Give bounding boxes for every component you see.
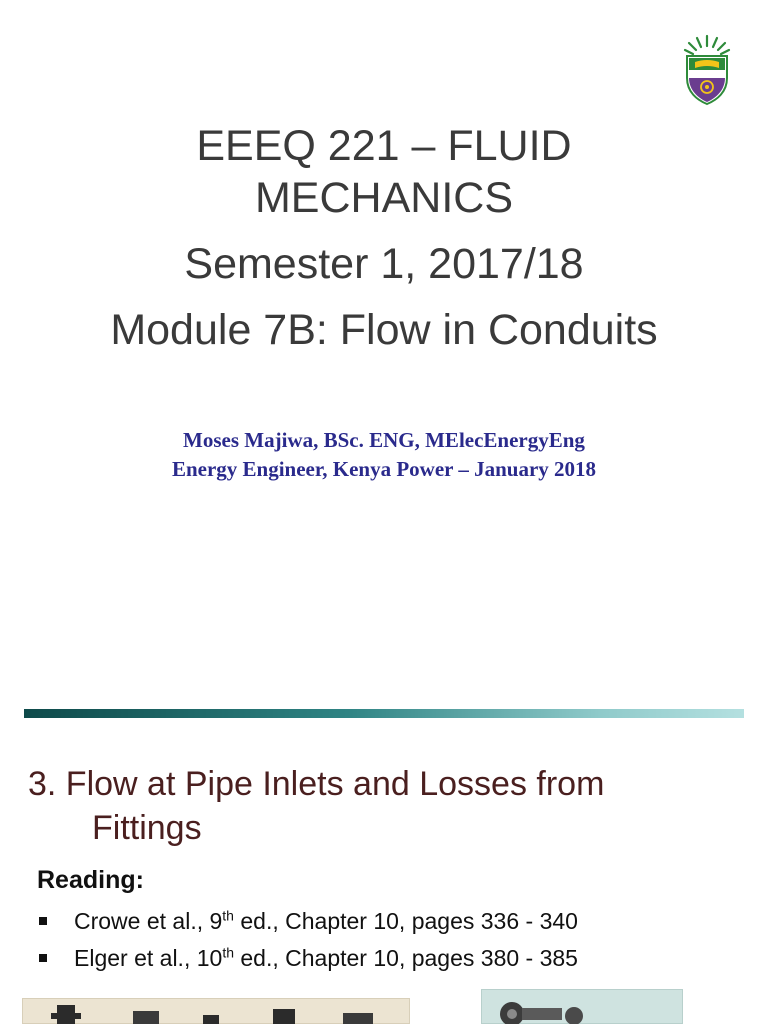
author-name: Moses Majiwa, BSc. ENG, MElecEnergyEng bbox=[183, 428, 585, 452]
reading-list bbox=[37, 903, 737, 977]
valve-photo bbox=[481, 989, 683, 1024]
author-affiliation: Energy Engineer, Kenya Power – January 2018 bbox=[171, 457, 597, 481]
section-title bbox=[28, 762, 748, 850]
slide-title-block bbox=[0, 120, 768, 356]
course-title-line2: MECHANICS bbox=[254, 174, 514, 222]
bullet-icon bbox=[39, 917, 47, 925]
valve-photo-icon bbox=[482, 990, 684, 1024]
section-title-line1: 3. Flow at Pipe Inlets and Losses from bbox=[28, 765, 605, 803]
author-block bbox=[0, 426, 768, 484]
bullet-icon bbox=[39, 954, 47, 962]
list-item: Crowe et al., 9th ed., Chapter 10, pages 336 - 340 bbox=[37, 903, 737, 940]
section-title-line2: Fittings bbox=[92, 809, 202, 847]
semester-label: Semester 1, 2017/18 bbox=[184, 240, 584, 288]
university-crest-icon bbox=[681, 32, 733, 106]
reading-heading: Reading: bbox=[37, 866, 144, 894]
course-title-line1: EEEQ 221 – FLUID bbox=[196, 122, 572, 170]
module-title: Module 7B: Flow in Conduits bbox=[110, 306, 658, 354]
list-item: Elger et al., 10th ed., Chapter 10, pages 380 - 385 bbox=[37, 940, 737, 977]
section-divider bbox=[24, 709, 744, 718]
pipe-fittings-figure-icon bbox=[23, 999, 411, 1024]
pipe-fittings-figure bbox=[22, 998, 410, 1024]
